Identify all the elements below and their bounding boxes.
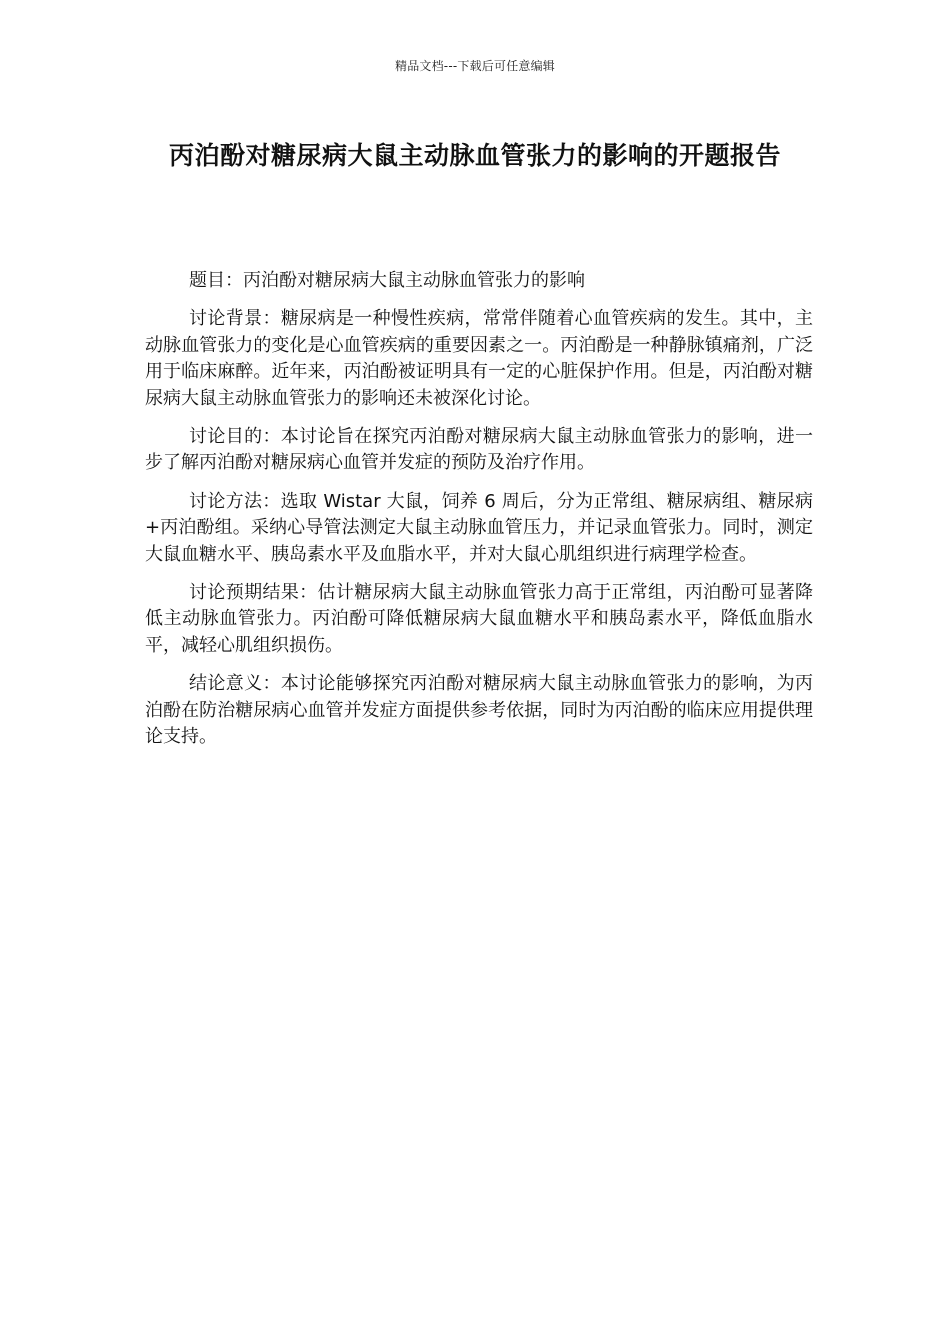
document-title: 丙泊酚对糖尿病大鼠主动脉血管张力的影响的开题报告: [168, 141, 781, 170]
paragraph-topic: 题目：丙泊酚对糖尿病大鼠主动脉血管张力的影响: [189, 270, 585, 291]
document-body: [145, 268, 813, 763]
paragraph-expected-results: 讨论预期结果：估计糖尿病大鼠主动脉血管张力高于正常组，丙泊酚可显著降低主动脉血管张力。丙泊酚可降低糖尿病大鼠血糖水平和胰岛素水平，降低血脂水平，减轻心肌组织损伤。: [145, 582, 813, 656]
paragraph-purpose: 讨论目的：本讨论旨在探究丙泊酚对糖尿病大鼠主动脉血管张力的影响，进一步了解丙泊酚对糖尿病心血管并发症的预防及治疗作用。: [145, 426, 813, 474]
paragraph-background: 讨论背景：糖尿病是一种慢性疾病，常常伴随着心血管疾病的发生。其中，主动脉血管张力的变化是心血管疾病的重要因素之一。丙泊酚是一种静脉镇痛剂，广泛用于临床麻醉。近年来，丙泊酚被证明具有一定的心脏保护作用。但是，丙泊酚对糖尿病大鼠主动脉血管张力的影响还未被深化讨论。: [145, 308, 813, 409]
paragraph-method: 讨论方法：选取 Wistar 大鼠，饲养 6 周后，分为正常组、糖尿病组、糖尿病+丙泊酚组。采纳心导管法测定大鼠主动脉血管压力，并记录血管张力。同时，测定大鼠血糖水平、胰岛素水平及血脂水平，并对大鼠心肌组织进行病理学检查。: [145, 490, 813, 565]
page-header: 精品文档---下载后可任意编辑: [395, 59, 555, 73]
paragraph-significance: 结论意义：本讨论能够探究丙泊酚对糖尿病大鼠主动脉血管张力的影响，为丙泊酚在防治糖尿病心血管并发症方面提供参考依据，同时为丙泊酚的临床应用提供理论支持。: [145, 673, 813, 748]
